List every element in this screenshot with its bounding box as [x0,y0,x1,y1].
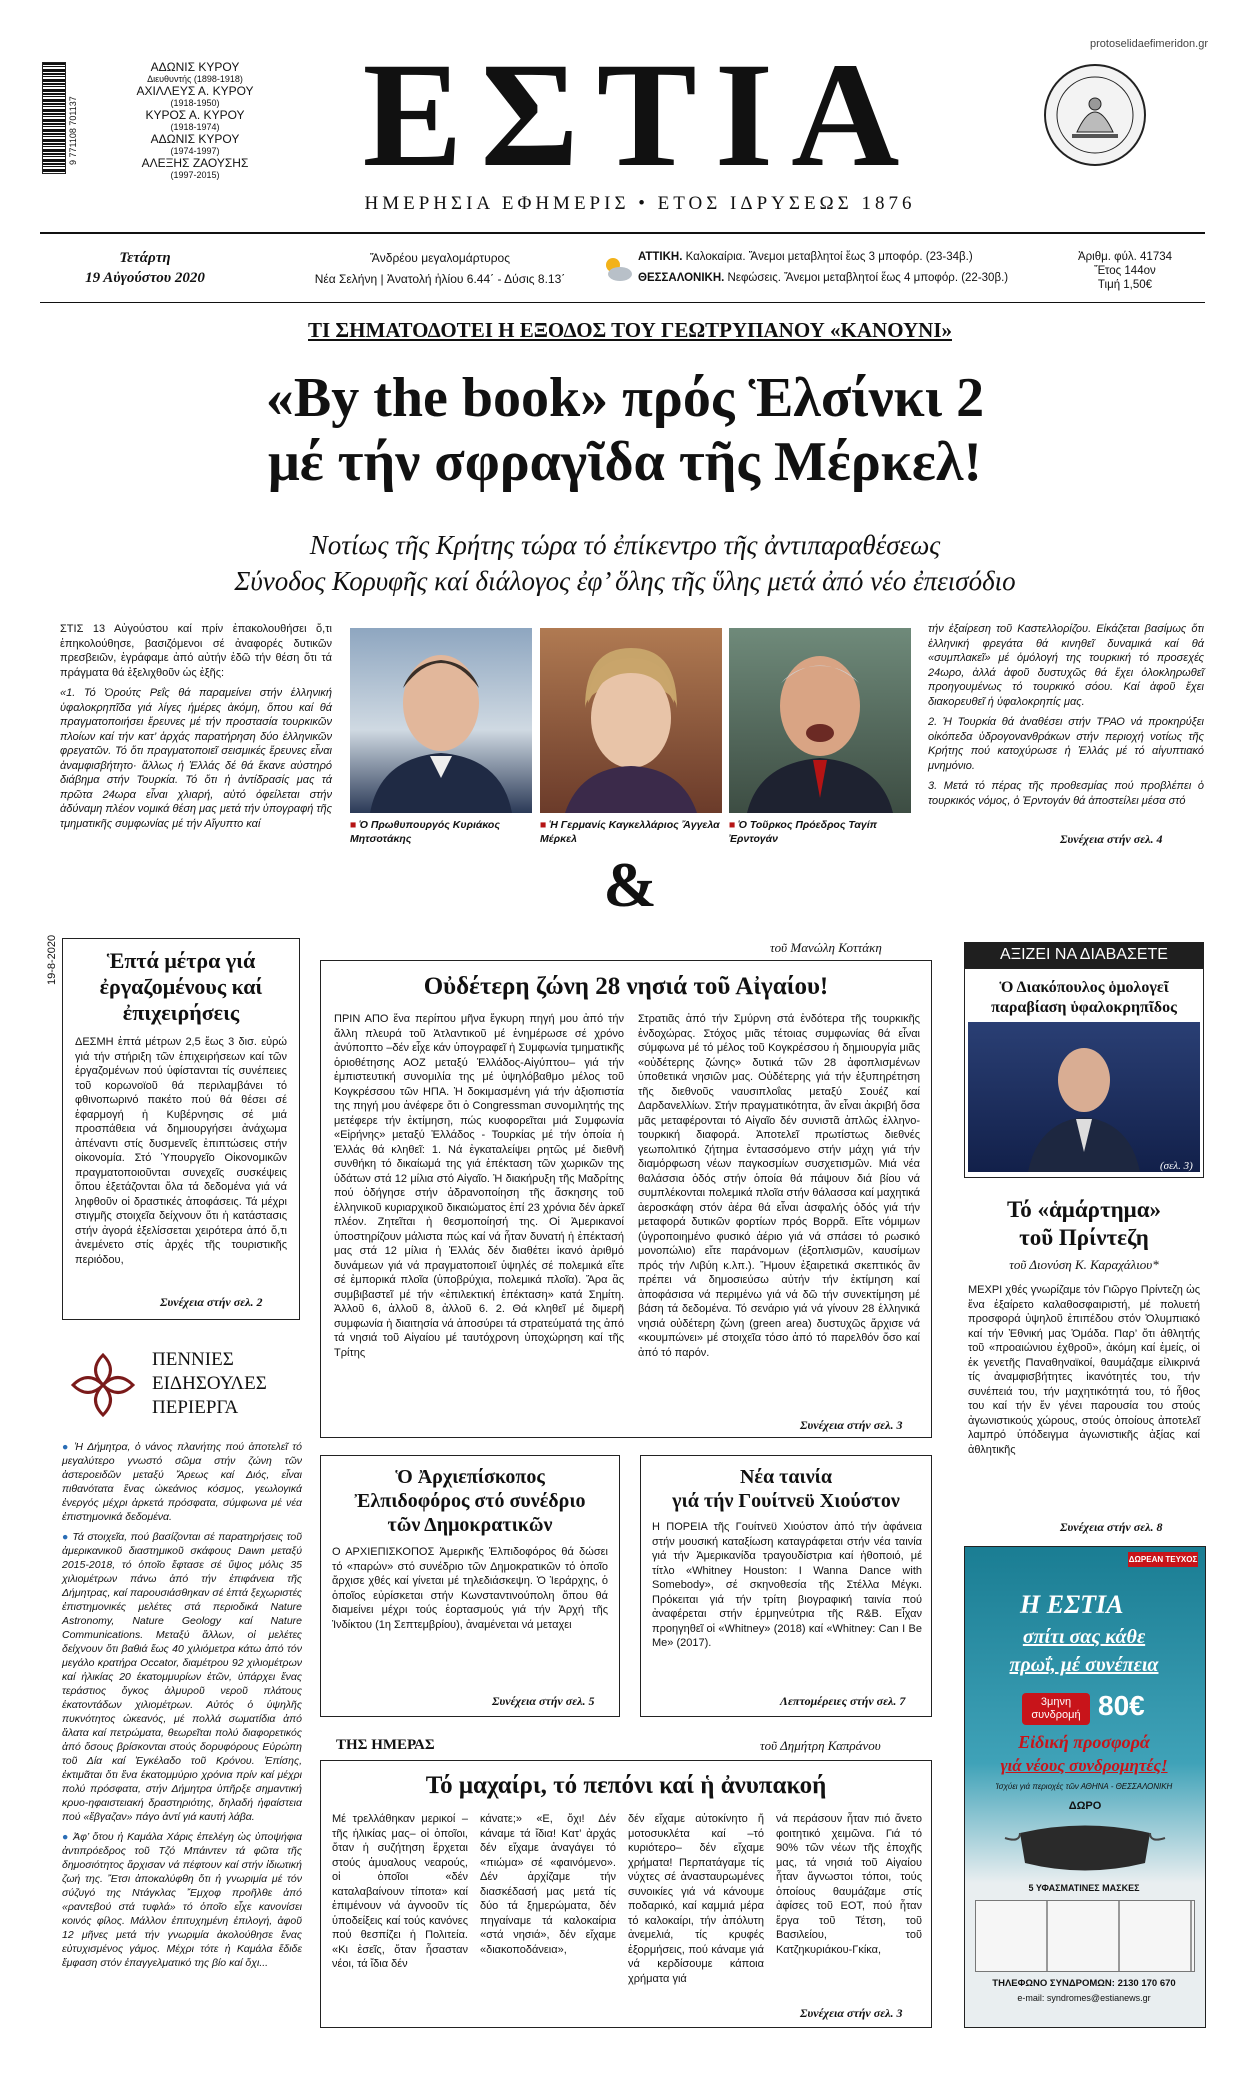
saint-of-day: Ἄνδρέου μεγαλομάρτυρος [370,251,510,265]
miscellany-items [62,1440,302,1976]
caption-erdogan: ■ Ὁ Τοῦρκος Πρόεδρος Ταγίπ Ἐρντογάν [729,819,878,845]
today-col2: κάνατε;» «Ε, ὄχι! Δέν κάναμε τά ἴδια! Κατ’ ἀρχάς δέν εἴχαμε ἀναγάγει τό «πιώμα» σέ «φαινόμενο». Δέν ἀρχίζαμε τήν διασκέδασή μας μετά τίς δύο τά ξημερώματα, δέν πηγαίναμε τά καλοκαίρια «στά νησιά», δέν εἴχαμε «διακοποδάνεια», [480,1813,616,1956]
ad-newspaper-stack [975,1900,1195,1972]
founder-name: ΑΧΙΛΛΕΥΣ Α. ΚΥΡΟΥ [136,84,254,98]
lead-paragraph: ΣΤΙΣ 13 Αὐγούστου καί πρίν ἐπακολουθήσει ὅ,τι ἐπηκολούθησε, βασιζόμενοι σέ ἀναφορές δυτικῶν πρεσβειῶν, ἐγράφαμε ἀπό αὐτήν ἐδῶ τήν θέση ὅτι τά πράγματα θά ἐξελιχθοῦν ὡς ἐξῆς: [60,623,332,679]
today-byline: τοῦ Δημήτρη Καπράνου [760,1738,881,1753]
date-full: 19 Αὐγούστου 2020 [85,270,205,286]
photo-erdogan [729,628,911,813]
lead-kicker: ΤΙ ΣΗΜΑΤΟΔΟΤΕΙ Η ΕΞΟΔΟΣ ΤΟΥ ΓΕΩΤΡΥΠΑΝΟΥ «ΚΑΝΟΥΝΙ» [308,318,952,342]
barcode [42,62,66,174]
masthead-title: ΕΣΤΙΑ [362,32,918,198]
lead-right-column [928,622,1204,814]
prince-continued: Συνέχεια στήν σελ. 8 [1060,1520,1163,1534]
ampersand-ornament: & [603,849,657,920]
neutral-zone-continued: Συνέχεια στήν σελ. 3 [800,1418,903,1432]
today-title: Τό μαχαίρι, τό πεπόνι καί ἡ ἀνυπακοή [425,1772,827,1799]
side-date: 19-8-2020 [46,934,58,985]
ad-offer-label: 3μηνη συνδρομή [1022,1693,1090,1725]
founder-name: ΚΥΡΟΣ Α. ΚΥΡΟΥ [145,108,245,122]
worth-reading-page: (σελ. 3) [1160,1160,1193,1172]
prince-body: ΜΕΧΡΙ χθές γνωρίζαμε τόν Γιῶργο Πρίντεζη ὡς ἕνα ἐξαίρετο καλαθοσφαιριστή, μέ πολυετή προσφορά ὑψηλοῦ ἐπιπέδου στόν Ὀλυμπιακό καί τήν Ἐθνική μας Ὁμάδα. Παρ’ ὅτι ἀθλητής τοῦ «προαιώνιου ἐχθροῦ», ἀκόμη καί ἐμείς, οἱ ἐκ γενετῆς Παναθηναϊκοί, θαυμάζαμε εἰλικρινά τίς ἀναμφισβήτητες ἱκανότητές του, τήν συνέπειά του, τήν μαχητικότητά του, τό ἦθος του καί τήν ἔν γένει παρουσία του στούς ἀγωνιστικούς χώρους, στούς ὁποίους ἀποτελεῖ λαμπρό ὑπόδειγμα ἀγωνιστικῆς ἀξίας καί ἀθλητικῆς [968,1284,1200,1456]
neutral-zone-col1: ΠΡΙΝ ΑΠΟ ἕνα περίπου μῆνα ἔγκυρη πηγή μου ἀπό τήν ἄλλη πλευρά τοῦ Ἀτλαντικοῦ μέ ἐνημέρωσε σέ χρόνο ἀνύποπτο –δέν εἶχε κάν ὑπογραφεῖ ἡ Συμφωνία τμηματικῆς ὁριοθέτησης ΑΟΖ μεταξύ Ἑλλάδος-Αἰγύπτου– γιά τήν ἐμπιστευτική συνομιλία της μέ ὑψηλόβαθμο μέλος τοῦ Κογκρέσσου τῶν ΗΠΑ. Ἡ δοκιμασμένη γιά τήν ἀξιοπιστία της πηγή μου ἀνέφερε ὅτι ὁ Congressman συνομιλητής της μετέφερε τήν ἐκτίμηση, πώς κυοφορεῖται μιά Συμφωνία «Εἰρήνης» μεταξύ Ἑλλάδος - Τουρκίας μέ τήν ὁποία ἡ Ἑλλάς θά κληθεῖ: 1. Νά ἐγκαταλείψει ρητῶς μέ διεθνῆ συνθήκη τό δικαίωμά της γιά ἐπέκταση τῶν χωρικῶν της ὑδάτων στά 12 μίλια στό Αἰγαῖο. Ἡ διακήρυξη τῆς Μαδρίτης πού ὁδήγησε στήν ἀδρανοποίηση τῆς ἄσκησης τοῦ ἑλληνικοῦ κυριαρχικοῦ δικαιώματος ἐπί 23 χρόνια δέν ἀρκεῖ πλέον. Ζητεῖται ἡ θεσμοποίησή της. Οἱ Ἀμερικανοί ὑποστηρίζουν μάλιστα πώς καί νά ἦταν δυνατή ἡ ἐπέκτασή μας στά 12 μίλια ἡ Ἑλλάς δέν διαθέτει ἱκανό ἀριθμό δυνάμεων γιά νά πραγματοποιεῖ ὑψηλές σέ πολεμικά εἴτε σέ ἐμπορικά πλοῖα (ὑποβρύχια, πολεμικά πλοῖα). Ἄρα ἂς συμβιβαστεῖ μέ τήν «ἐπιλεκτική ἐπέκταση» κατά Σημίτη. Ἀλλοῦ 6, ἀλλοῦ 8, ἀλλοῦ 6. 2. Θά κληθεῖ μέ διμερῆ συμφωνία ἡ διαιτησία νά ἀποσύρει τά στρατεύματά της ἀπό τά νησιά τοῦ Αἰγαίου μέ ταυτόχρονη ὑποχώρηση καί τῆς Τρίτης [334,1013,624,1359]
lead-paragraph: «1. Τό Ὀρούτς Ρεΐς θά παραμείνει στήν ἑλληνική ὑφαλοκρηπῖδα γιά λίγες ἡμέρες ἀκόμη, ὅπου καί θά πραγματοποιήσει ἔρευνες μέ τήν προστασία τουρκικῶν πλοίων καί τήν κατ’ ἀρχάς παρατήρηση δύο ἑλληνικῶν φρεγατῶν. Τό ὅτι πραγματοποιεῖ σεισμικές ἔρευνες εἶναι ἀναμφισβήτητο· ἄλλως ἡ Ἑλλάς δέ θά ἔκανε αὐστηρό διάβημα στήν Τουρκία. Τό ὅτι ἡ ἀντίδρασίς μας τά πρῶτα 24ωρα εἶναι χλιαρή, αὐτό ὀφείλεται στήν ἀδύναμη πλέον νομικά θέση μας μετά τήν ὑπογραφή τῆς τμηματικῆς συμφωνίας μέ τήν Αἴγυπτο καί [60,687,332,830]
measures-body: ΔΕΣΜΗ ἑπτά μέτρων 2,5 ἕως 3 δισ. εὐρώ γιά τήν στήριξη τῶν ἐπιχειρήσεων καί τῶν ἐργαζομένων πού ὑφίστανται τίς συνέπειες τοῦ κορωνοϊοῦ θά περιλαμβάνει τό φθινοπωρινό πακέτο πού θά θέσει σέ ἐφαρμογή ἡ Κυβέρνησις σέ μιά προσπάθεια νά δημιουργήσει ἀνάχωμα ἀπέναντι στίς δυσμενεῖς ἐπιπτώσεις στήν οἰκονομία. Στό Ὑπουργεῖο Οἰκονομικῶν πραγματοποιοῦνται συνεχεῖς συσκέψεις ὅπου ἐξετάζονται ὅλα τά δεδομένα γιά νά ληφθοῦν οἱ δραστικές ἀποφάσεις. Τά μέχρι στιγμῆς στοιχεῖα δείχνουν ὅτι ἡ κατάστασις στήν ἀγορά ἐξελίσσεται χειρότερα ἀπό ὅ,τι ἀνεμένετο στίς ἀρχές τῆς τουριστικῆς περιόδου, [75,1036,287,1266]
founder-name: ΑΔΩΝΙΣ ΚΥΡΟΥ [150,60,240,74]
prince-byline: τοῦ Διονύση Κ. Καραχάλιου* [1009,1257,1159,1272]
lead-left-column [60,622,332,837]
caption-mitsotakis: ■ Ὁ Πρωθυπουργός Κυριάκος Μητσοτάκης [350,819,500,845]
lead-headline-line2: μέ τήν σφραγῖδα τῆς Μέρκελ! [268,431,982,493]
photo-diakopoulos [968,1022,1200,1172]
today-col3: δέν εἴχαμε αὐτοκίνητο ἤ μοτοσυκλέτα καί –τό κυριότερο– δέν εἴχαμε χρήματα! Περπατάγαμε τίς νύχτες σέ ἀνασταυρωμένες συνοικίες γιά νά κάνουμε ποδαρικό, καί καμμιά μέρα τό καλοκαίρι, τήν ἀπόλυτη ἀνεμελιά, τίς κρυφές ἐξορμήσεις, πού κάναμε γιά νά κερδίσουμε κάποια χρήματα γιά [628,1813,764,1985]
ad-line1: σπίτι σας κάθε [1022,1626,1146,1648]
caption-merkel: ■ Ἡ Γερμανίς Καγκελλάριος Ἄγγελα Μέρκελ [540,819,720,845]
date-day: Τετάρτη [119,250,171,266]
ad-offer-price: 80€ [1098,1690,1145,1721]
ad-special-1: Εἰδική προσφορά [1018,1732,1150,1752]
prince-title: Τό «ἁμάρτημα» τοῦ Πρίντεζη [1006,1197,1162,1250]
sun-moon: Νέα Σελήνη | Ἀνατολή ἡλίου 6.44΄ - Δύσις 8.13΄ [314,272,566,286]
ad-gift: ΔΩΡΟ [1068,1800,1102,1812]
archbishop-title: Ὁ Ἀρχιεπίσκοπος Ἐλπιδοφόρος στό συνέδριο τῶν Δημοκρατικῶν [354,1466,586,1536]
archbishop-body: Ο ΑΡΧΙΕΠΙΣΚΟΠΟΣ Ἀμερικῆς Ἐλπιδοφόρος θά δώσει τό «παρών» στό συνέδριο τῶν Δημοκρατικῶν τό ὁποῖο ἄρχισε χθές καί γίνεται μέ τηλεδιάσκεψη. Ὁ Ἱεράρχης, ὁ ὁποῖος εὐρίσκεται στήν Κωνσταντινούπολη ὅπου θά διαμείνει μέχρι τούς ἑορτασμούς γιά τήν Ἀρχή τῆς Ἰνδίκτου (1η Σεπτεμβρίου), ἀναμένεται νά μεταχει [332,1546,608,1631]
today-col4: νά περάσουν ἦταν πιό ἄνετο φοιτητικό χειμῶνα. Γιά τό 90% τῶν νέων τῆς ἐποχῆς μας, τά νησιά τοῦ Αἰγαίου ἦταν ἄγνωστοι τόποι, τούς ὁποίους θαυμάζαμε στίς ἀφίσες τοῦ ΕΟΤ, πού ἦταν ἔργα τοῦ Τέτση, τοῦ Βασιλείου, τοῦ Κατζηκυριάκου-Γκίκα, [776,1813,922,1956]
measures-title: Ἑπτά μέτρα γιά ἐργαζομένους καί ἐπιχειρήσεις [99,948,263,1025]
founder-name: ΑΛΕΞΗΣ ΖΑΟΥΣΗΣ [141,156,249,170]
today-col1: Μέ τρελλάθηκαν μερικοί –τῆς ἡλικίας μας– οἱ ὁποῖοι, ὅταν ἡ συζήτηση ἔρχεται στούς ἀμυαλους νεαρούς, οἱ ὁποῖοι «δέν καταλαβαίνουν τίποτα» καί ἐπιμένουν νά ἀγνοοῦν τίς ὑποδείξεις καί τούς κανόνες πού θεσπίζει ἡ Πολιτεία. «Κι ἐσεῖς, ὅταν ἦσασταν νέοι, τά ἴδια δέν [332,1813,468,1970]
ad-special-2: γιά νέους συνδρομητές! [1000,1756,1168,1775]
ornament-icon [68,1350,138,1420]
ad-line2: πρωΐ, μέ συνέπεια [1009,1654,1159,1676]
barcode-number: 9 771108 701137 [68,96,78,165]
weather-thessaloniki: ΘΕΣΣΑΛΟΝΙΚΗ. Νεφώσεις. Ἄνεμοι μεταβλητοί ἕως 4 μποφόρ. (22-30β.) [638,272,1009,284]
neutral-zone-byline: τοῦ Μανώλη Κοττάκη [770,940,882,955]
lead-subhead: Νοτίως τῆς Κρήτης τώρα τό ἐπίκεντρο τῆς ἀντιπαραθέσεως [309,530,941,560]
weather-attiki: ΑΤΤΙΚΗ. Καλοκαίρια. Ἄνεμοι μεταβλητοί ἕως 3 μποφόρ. (23-34β.) [638,251,973,263]
archbishop-continued: Συνέχεια στήν σελ. 5 [492,1694,595,1708]
founder-name: ΑΔΩΝΙΣ ΚΥΡΟΥ [150,132,240,146]
founder-years: (1997-2015) [170,170,220,180]
ad-badge: ΔΩΡΕΑΝ ΤΕΥΧΟΣ [1128,1552,1198,1567]
caption-square-icon: ■ [350,819,357,831]
issue-info [1055,250,1195,292]
masthead-subtitle: ΗΜΕΡΗΣΙΑ ΕΦΗΜΕΡΙΣ • ΕΤΟΣ ΙΔΡΥΣΕΩΣ 1876 [364,193,916,214]
worth-reading-title[interactable]: Ὁ Διακόπουλος ὁμολογεῖ παραβίαση ὑφαλοκρηπῖδος [991,979,1177,1016]
miscellany-item: ● Ἀφ’ ὅτου ἡ Καμάλα Χάρις ἐπελέγη ὡς ὑποψήφια ἀντιπρόεδρος τοῦ Τζό Μπάιντεν τά φῶτα τῆς δημοσιότητος ἄρχισαν νά πέφτουν καί στήν ἰδιωτική ζωή της. Ἔτσι ἀποκαλύφθη ὅτι ἡ γνωριμία μέ τόν σύζυγό της Ντάγκλας Ἔμχοφ προῆλθε ἀπό «ραντεβού στά τυφλά» τό ὁποῖο εἶχε κανονίσει κοινός φίλος. Μάλλον ἐπιτυχημένη ἐπιλογή, ἀφοῦ 12 μῆνες μετά τήν γνωριμία ἀκολούθησε ἕνας εὐτυχισμένος γάμος. Μέχρι τότε ἡ Καμάλα ἔδιδε ἔμφαση στόν ἐπαγγελματικό της βίο καί ὄχι... [62,1831,302,1969]
weather-icon [600,252,634,286]
miscellany-item: ● Ἡ Δήμητρα, ὁ νάνος πλανήτης πού ἀποτελεῖ τό μεγαλύτερο γνωστό σῶμα στήν ζώνη τῶν ἀστεροειδῶν μεταξύ Ἄρεως καί Διός, εἶναι πιθανότατα ἕνας ὠκεάνιος κόσμος, γεωλογικά ἐνεργός μέχρι ἀρκετά πρόσφατα, σύμφωνα μέ νέα ἐπιστημονικά δεδομένα. [62,1441,303,1523]
ad-area: Ἰσχύει γιά περιοχές τῶν ΑΘΗΝΑ - ΘΕΣΣΑΛΟΝΙΚΗ [995,1782,1173,1791]
lead-headline: «By the book» πρός Ἑλσίνκι 2 [265,367,985,429]
photo-merkel [540,628,722,813]
miscellany-title: ΠΕΝΝΙΕΣ ΕΙΔΗΣΟΥΛΕΣ ΠΕΡΙΕΡΓΑ [152,1349,267,1418]
caption-square-icon: ■ [540,819,547,831]
film-body: Η ΠΟΡΕΙΑ τῆς Γουίτνεϋ Χιούστον ἀπό τήν ἀφάνεια στήν μουσική καταξίωση καταγράφεται στήν νέα ταινία γιά τήν Ἀμερικανίδα τραγουδίστρια καί ἠθοποιό, μέ τίτλο «Whitney Houston: I Wanna Dance with Somebody», σέ σκηνοθεσία τῆς Στέλλα Μέγκι. Πρόκειται γιά τήν τρίτη βιογραφική ταινία πού ἀναφέρεται στήν ἑρμηνεύτρια τῆς R&B. Εἶχαν προηγηθεῖ οἱ «Whitney» (2018) καί «Whitney: Can I Be Me» (2017). [652,1521,922,1649]
lead-subhead-line2: Σύνοδος Κορυφῆς καί διάλογος ἐφ’ ὅλης τῆς ὕλης μετά ἀπό νέο ἐπεισόδιο [234,566,1016,596]
neutral-zone-title: Οὐδέτερη ζώνη 28 νησιά τοῦ Αἰγαίου! [423,973,829,1000]
founder-years: (1918-1974) [170,122,220,132]
lead-paragraph: 3. Μετά τό πέρας τῆς προθεσμίας πού προβλέπει ὁ τουρκικός νόμος, ὁ Ἐρντογάν θά ἀποστείλει μέσα στό [928,780,1204,807]
lead-paragraph: 2. Ἡ Τουρκία θά ἀναθέσει στήν ΤΡΑΟ νά προκηρύξει οἰκόπεδα ὑδρογονανθράκων στήν περιοχή νοτίως τῆς Κρήτης πού κατοχύρωσε ἡ Ἑλλάς μέ τό αἰγυπτιακό μνημόνιο. [928,716,1204,772]
lead-paragraph: τήν ἐξαίρεση τοῦ Καστελλορίζου. Εἰκάζεται βασίμως ὅτι ἑλληνική φρεγάτα θά κινηθεῖ δυναμικά καί θά «συμπλακεῖ» μέ ὁμόλογή της τουρκική τό προσεχές 24ωρο, ἀλλά ἀφοῦ δυστυχῶς θά ἔχει ὁλοκληρωθεῖ προηγουμένως τό τουρκικό σόου. Καί ἀφοῦ ἔχει διακορευθεῖ ἡ ὑφαλοκρηπίς μας. [928,623,1204,708]
founder-years: Διευθυντής (1898-1918) [147,74,243,84]
issue-number: Ἀριθμ. φύλ. 41734 [1077,251,1173,263]
worth-reading-label: ΑΞΙΖΕΙ ΝΑ ΔΙΑΒΑΣΕΤΕ [964,942,1204,968]
neutral-zone-col2: Στρατιᾶς ἀπό τήν Σμύρνη στά ἐνδότερα τῆς τουρκικῆς ἐνδοχώρας. Στόχος μιᾶς τέτοιας συμφωνίας θά εἶναι σύμφωνα μέ τό μέλος τοῦ Κογκρέσσου ἡ δημιουργία μιᾶς «οὐδέτερης ζώνης» δυτικά τῶν 28 ἀφοπλισμένων ὑποθετικά νησιῶν μας. Οὐδέτερης γιά τήν ἐξυπηρέτηση τῆς διεθνοῦς ναυσιπλοΐας μεταξύ Σουέζ καί Δαρδανελλίων. Στήν πραγματικότητα, ἂν εἶναι ἀκριβή ὅσα μᾶς μεταφέρονται τό Αἰγαῖο δέν συνιστᾶ ἁπλῶς ἑλληνο-τουρκική διαφορά. Ἀποτελεῖ πρωτίστως διεθνές γεωπολιτικό ζήτημα ἐντασσόμενο στήν μάχη γιά τήν διαμόρφωση νέων παγκοσμίων συσχετισμῶν. Μιά νέα θαλάσσια ὁδός στήν ὁποία θά πάψουν διά βίου νά συμπλέκονται πολεμικά πλοῖα στήν θάλασσα καί μαχητικά ἀεροσκάφη στόν ἀέρα θά εἶναι ἀσφαλής ὁδός γιά τήν μεταφορά δυτικῶν φορτίων πρός Βορρᾶ. Εἴτε νόμιμων (ὑγροποιημένο φυσικό ἀέριο γιά νά σπάσει τό ρωσικό μονοπώλιο) εἴτε παράνομων (ἐξοπλισμῶν, καυσίμων πρός τήν Λιβύη κ.λπ.). Ἤμουν ἐξαιρετικά σκεπτικός ἂν πρέπει νά δημοσιεύσω αὐτήν τήν ἐκτίμηση καί ἀποφάσισα νά περιμένω γιά νά δῶ τήν συνεκτίμηση μέ βάση τά δεδομένα. Τό σενάριο γιά νά γίνουν 28 ἑλληνικά νησιά οὐδέτερη ζώνη (green area) δυστυχῶς ἄρχισε νά «κουμπώνει» μέ στοιχεῖα τόσο ἀπό τό παρελθόν ὅσο καί ἀπό τό παρόν. [638,1013,920,1359]
today-continued: Συνέχεια στήν σελ. 3 [800,2006,903,2020]
founder-years: (1974-1997) [170,146,220,156]
ad-email[interactable]: e-mail: syndromes@estianews.gr [1017,1993,1151,2003]
mask-icon [1000,1818,1170,1878]
photo-mitsotakis [350,628,532,813]
film-title: Νέα ταινία γιά τήν Γουίτνεϋ Χιούστον [672,1466,900,1512]
watermark: protoselidaefimeridon.gr [1090,38,1209,50]
ad-brand: Η ΕΣΤΙΑ [1020,1590,1124,1619]
ad-phone: ΤΗΛΕΦΩΝΟ ΣΥΝΔΡΟΜΩΝ: 2130 170 670 [992,1978,1176,1989]
lead-continued: Συνέχεια στήν σελ. 4 [1060,832,1163,846]
today-label: ΤΗΣ ΗΜΕΡΑΣ [336,1737,435,1753]
issue-year: Ἔτος 144ον [1094,265,1156,277]
ad-gift-item: 5 ΥΦΑΣΜΑΤΙΝΕΣ ΜΑΣΚΕΣ [1028,1883,1140,1893]
miscellany-item: ● Τά στοιχεῖα, πού βασίζονται σέ παρατηρήσεις τοῦ ἀμερικανικοῦ διαστημικοῦ σκάφους Dawn μεταξύ 2015-2018, τό ὁποῖο ἔφτασε σέ ὕψος μόλις 35 χιλιομέτρων πάνω ἀπό τήν ἐπιφάνεια τῆς Δήμητρας, καί παρουσιάσθηκαν σέ ἑπτά ξεχωριστές ἐπιστημονικές μελέτες στά περιοδικά Nature Astronomy, Nature Geology καί Nature Communications. Μεταξύ ἄλλων, οἱ μελέτες δείχνουν ὅτι βαθιά ἕως 40 χιλιόμετρα κάτω ἀπό τόν μεγάλο κρατήρα Occator, διαμέτρου 92 χιλιομέτρων καί ἡλικίας 20 ἑκατομμυρίων ἐτῶν, ὑπάρχει ἕνας τεράστιος ὄγκος ἁλμυροῦ νεροῦ πλάτους ἑκατοντάδων χιλιομέτρων. Αὐτός ὁ ὑψηλῆς πυκνότητος ὠκεανός, μέ πολλά σωματίδια ἀπό ἅλατα καί πετρώματα, θεωρεῖται πολύ διαφορετικός ἀπό ὅσους βρίσκονται στούς δορυφόρους Εὐρώπη τοῦ Δία καί Ἐγκέλαδο τοῦ Κρόνου. Ἐπίσης, ἐκτιμᾶται ὅτι ἕνα ἑκατομμύριο χρόνια πρίν καί μέχρι πολύ πρόσφατα, στήν Δήμητρα ὑπῆρξε σημαντική κρυο-ηφαιστειακή δραστηριότης, δηλαδή ἡφαίστεια πού «ἔβγαζαν» πάγο ἀντί γιά καυτή λάβα. [62,1531,302,1823]
founders-list [115,60,275,180]
seal-logo [1042,62,1148,168]
film-continued: Λεπτομέρειες στήν σελ. 7 [780,1694,906,1708]
measures-continued: Συνέχεια στήν σελ. 2 [160,1295,263,1309]
caption-square-icon: ■ [729,819,736,831]
issue-price: Τιμή 1,50€ [1097,279,1153,291]
founder-years: (1918-1950) [170,98,220,108]
